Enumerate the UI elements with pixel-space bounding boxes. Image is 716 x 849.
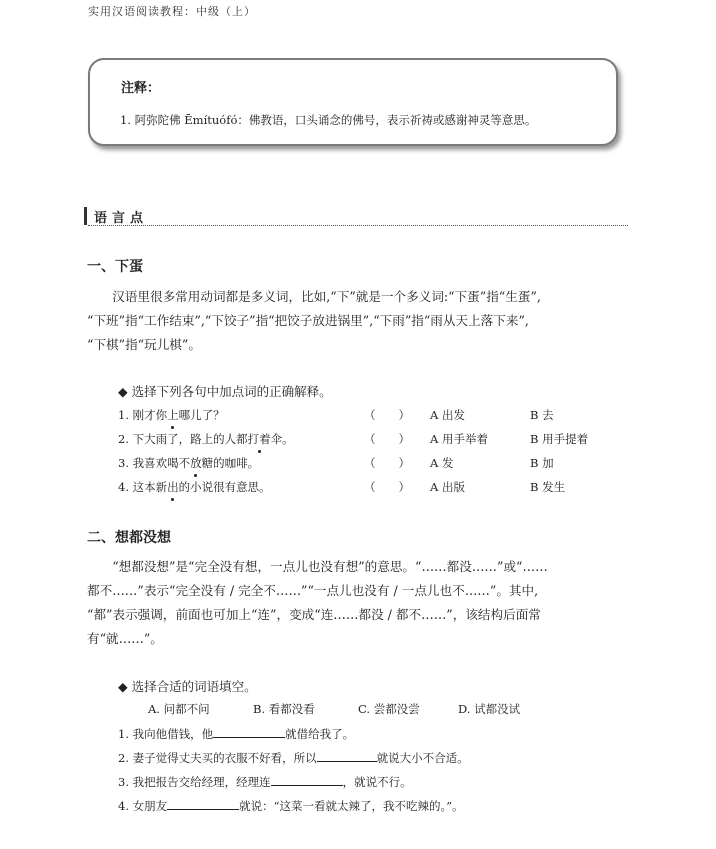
sentence-4: [118, 797, 464, 814]
option-a[interactable]: A 用手举着: [430, 432, 488, 446]
sentence-text: 2. 妻子觉得丈夫买的衣服不好看，所以: [118, 751, 317, 765]
answer-blank[interactable]: [271, 773, 343, 786]
dotted-word: 打着: [247, 432, 271, 446]
part1-title: 一、下蛋: [87, 259, 143, 275]
section-divider: [88, 225, 628, 226]
annotation-box: [88, 58, 618, 146]
answer-paren[interactable]: （ ）: [364, 456, 410, 470]
choice-c[interactable]: C. 尝都没尝: [358, 702, 420, 716]
option-b[interactable]: B 发生: [530, 480, 566, 494]
dotted-word: 上: [167, 408, 179, 422]
choice-b[interactable]: B. 看都没看: [253, 702, 315, 716]
paragraph-line: 都不……”表示“完全没有 / 完全不……”“一点儿也没有 / 一点儿也不……”。其中,: [87, 583, 539, 598]
answer-paren[interactable]: （ ）: [364, 408, 410, 422]
paragraph-line: “想都没想”是“完全没有想，一点儿也没有想”的意思。“……都没……”或“……: [112, 559, 548, 574]
item-text: 3. 我喜欢喝不: [118, 456, 191, 470]
item-text: 的小说很有意思。: [178, 480, 271, 494]
sentence-3: [118, 773, 412, 790]
item-text: 糖的咖啡。: [201, 456, 260, 470]
sentence-text: ，就说不行。: [342, 775, 412, 789]
option-a[interactable]: A 发: [430, 456, 454, 470]
item-text: 2. 下大雨了，路上的人都: [118, 432, 248, 446]
sentence-text: 就借给我了。: [285, 727, 355, 741]
part2-exercise-title: ◆ 选择合适的词语填空。: [118, 679, 257, 694]
sentence-text: 3. 我把报告交给经理，经理连: [118, 775, 271, 789]
part2-paragraph: [87, 555, 630, 651]
answer-paren[interactable]: （ ）: [364, 480, 410, 494]
item-text: 伞。: [270, 432, 294, 446]
running-header: 实用汉语阅读教程：中级（上）: [88, 5, 256, 18]
answer-blank[interactable]: [317, 749, 377, 762]
item-text: 1. 刚才你: [118, 408, 168, 422]
part1-paragraph: [87, 285, 630, 357]
answer-paren[interactable]: （ ）: [364, 432, 410, 446]
annotation-title: 注释：: [121, 81, 161, 96]
exercise-item-4: [118, 479, 271, 495]
part2-title: 二、想都没想: [87, 530, 171, 546]
sentence-text: 就说：“这菜一看就太辣了，我不吃辣的。”。: [239, 799, 464, 813]
dotted-word: 出: [167, 480, 179, 494]
answer-blank[interactable]: [167, 797, 239, 810]
paragraph-line: 汉语里很多常用动词都是多义词，比如,“下”就是一个多义词:“下蛋”指“生蛋”,: [112, 289, 541, 304]
exercise-item-1: [118, 407, 225, 423]
exercise-item-3: [118, 455, 259, 471]
sentence-text: 4. 女朋友: [118, 799, 168, 813]
paragraph-line: 有“就……”。: [87, 631, 163, 646]
paragraph-line: “下班”指“工作结束”,“下饺子”指“把饺子放进锅里”,“下雨”指“雨从天上落下来”,: [87, 313, 529, 328]
part1-exercise-title: ◆ 选择下列各句中加点词的正确解释。: [118, 384, 332, 399]
option-b[interactable]: B 去: [530, 408, 554, 422]
annotation-text: 1. 阿弥陀佛 Ēmítuófó：佛教语，口头诵念的佛号，表示祈祷或感谢神灵等意思。: [120, 113, 537, 127]
answer-blank[interactable]: [213, 725, 285, 738]
option-b[interactable]: B 加: [530, 456, 554, 470]
option-b[interactable]: B 用手提着: [530, 432, 589, 446]
section-marker: [84, 207, 87, 225]
paragraph-line: “都”表示强调，前面也可加上“连”，变成“连……都没 / 都不……”，该结构后面常: [87, 607, 541, 622]
dotted-word: 放: [190, 456, 202, 470]
sentence-2: [118, 749, 469, 766]
choice-a[interactable]: A. 问都不问: [148, 702, 210, 716]
choice-d[interactable]: D. 试都没试: [458, 702, 521, 716]
option-a[interactable]: A 出版: [430, 480, 465, 494]
paragraph-line: “下棋”指“玩儿棋”。: [87, 337, 201, 352]
sentence-1: [118, 725, 354, 742]
sentence-text: 1. 我向他借钱，他: [118, 727, 214, 741]
section-title: 语言点: [94, 211, 149, 226]
item-text: 哪儿了？: [178, 408, 225, 422]
option-a[interactable]: A 出发: [430, 408, 465, 422]
item-text: 4. 这本新: [118, 480, 168, 494]
exercise-item-2: [118, 431, 294, 447]
sentence-text: 就说大小不合适。: [376, 751, 469, 765]
